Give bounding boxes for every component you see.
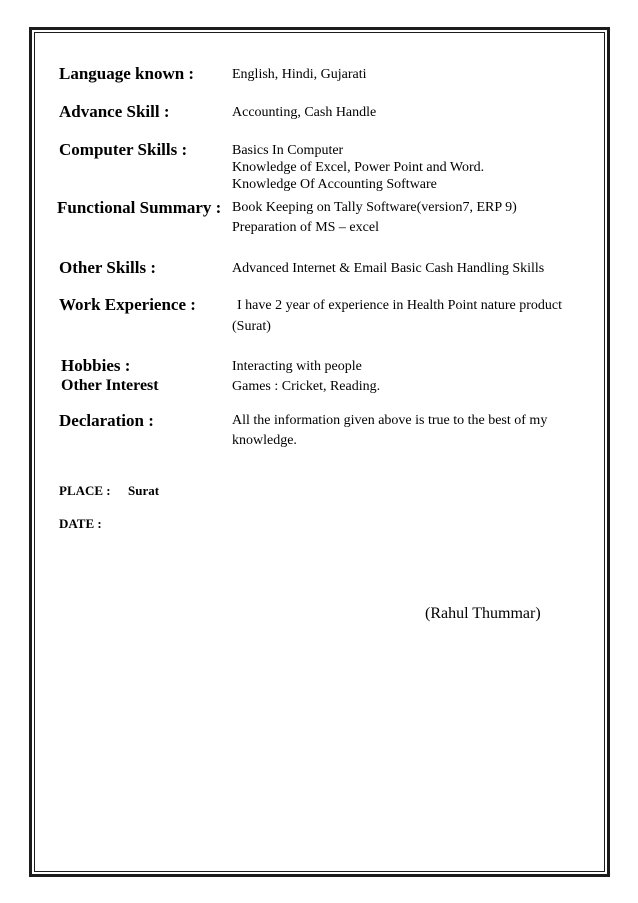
work-experience-label: Work Experience : [59,295,196,314]
date-label: DATE : [59,516,102,531]
hobbies-value: Interacting with people [232,359,362,374]
hobbies-label: Hobbies : [61,356,131,375]
declaration-value-2: knowledge. [232,433,297,448]
place-label: PLACE : [59,483,111,498]
declaration-value-1: All the information given above is true to the best of my [232,413,548,428]
other-skills-label: Other Skills : [59,258,156,277]
place-value: Surat [128,483,160,498]
other-interest-value: Games : Cricket, Reading. [232,379,381,394]
declaration-label: Declaration : [59,411,154,430]
language-label: Language known : [59,64,195,83]
advance-skill-value: Accounting, Cash Handle [232,105,377,120]
work-experience-value-1: I have 2 year of experience in Health Point nature product [237,298,562,313]
language-value: English, Hindi, Gujarati [232,67,367,82]
other-skills-value: Advanced Internet & Email Basic Cash Handling Skills [232,261,545,276]
other-interest-label: Other Interest [61,377,159,394]
computer-skills-value-3: Knowledge Of Accounting Software [232,177,437,192]
functional-summary-value-1: Book Keeping on Tally Software(version7, ERP 9) [232,200,517,215]
computer-skills-value-1: Basics In Computer [232,143,344,158]
work-experience-value-2: (Surat) [232,319,271,334]
functional-summary-label: Functional Summary : [57,198,222,217]
computer-skills-value-2: Knowledge of Excel, Power Point and Word. [232,160,485,175]
signature-name: (Rahul Thummar) [425,605,541,622]
computer-skills-label: Computer Skills : [59,140,188,159]
advance-skill-label: Advance Skill : [59,102,170,121]
functional-summary-value-2: Preparation of MS – excel [232,220,379,235]
